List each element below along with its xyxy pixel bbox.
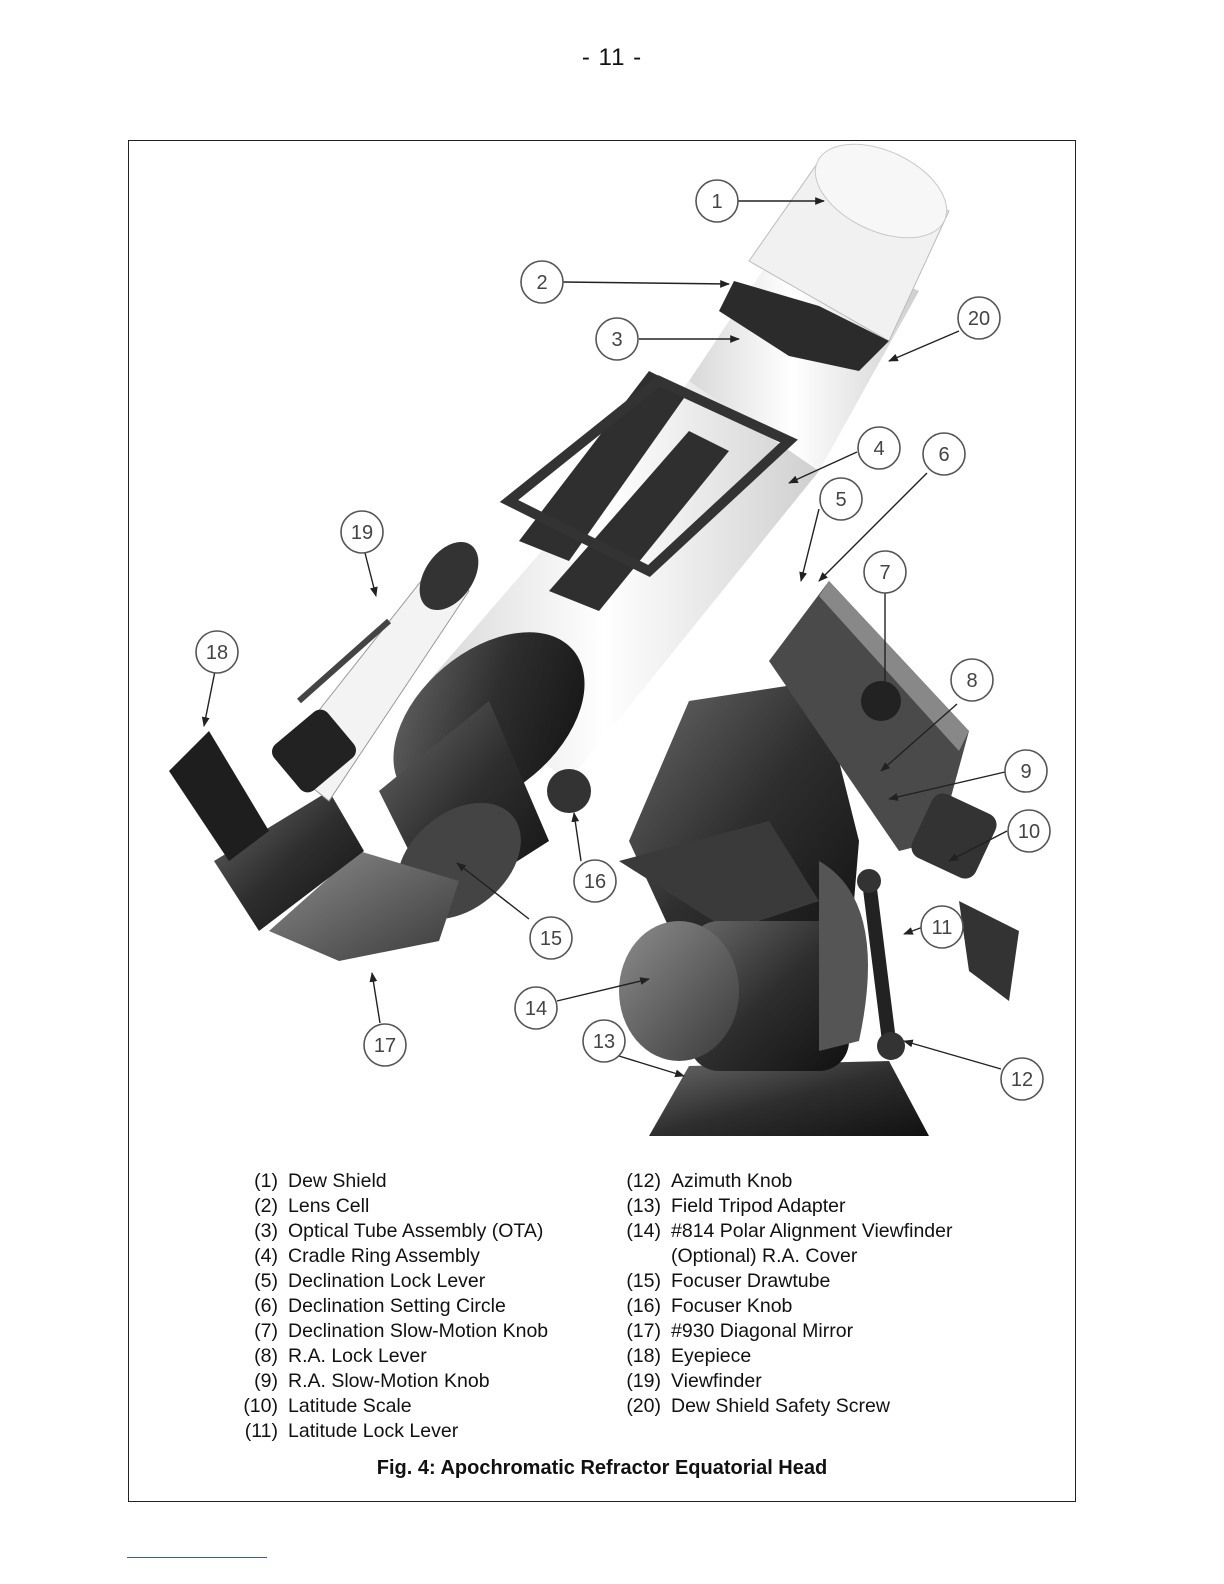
legend-item	[617, 1169, 1057, 1194]
legend-label: Cradle Ring Assembly	[288, 1245, 480, 1267]
legend-item	[234, 1269, 604, 1294]
legend-item	[617, 1319, 1057, 1344]
callout-11: 11	[931, 917, 953, 939]
legend-label: Lens Cell	[288, 1195, 370, 1217]
legend-label: #930 Diagonal Mirror	[671, 1320, 854, 1342]
legend-number	[617, 1244, 661, 1269]
legend-number: (10)	[243, 1395, 278, 1417]
legend-label: Declination Lock Lever	[288, 1270, 486, 1292]
callout-20: 20	[967, 308, 991, 330]
legend-item	[617, 1194, 1057, 1219]
legend-number: (3)	[254, 1220, 278, 1242]
callout-5: 5	[835, 489, 847, 511]
legend-item	[234, 1194, 604, 1219]
legend-label: Latitude Lock Lever	[288, 1420, 459, 1442]
legend-item	[234, 1294, 604, 1319]
legend-number: (4)	[254, 1245, 278, 1267]
legend-label: Dew Shield Safety Screw	[671, 1395, 890, 1417]
legend-number: (13)	[626, 1195, 661, 1217]
callout-18: 18	[205, 642, 229, 664]
legend-number: (7)	[254, 1320, 278, 1342]
legend-number: (18)	[626, 1345, 661, 1367]
callout-6: 6	[938, 444, 950, 466]
legend-number: (12)	[626, 1170, 661, 1192]
callout-4: 4	[873, 438, 885, 460]
callout-3: 3	[611, 329, 623, 351]
legend-item	[234, 1244, 604, 1269]
legend-number: (6)	[254, 1295, 278, 1317]
legend-label: Optical Tube Assembly (OTA)	[288, 1220, 544, 1242]
legend-label: Viewfinder	[671, 1370, 762, 1392]
legend-number: (2)	[254, 1195, 278, 1217]
legend-number: (1)	[254, 1170, 278, 1192]
legend-label: Declination Setting Circle	[288, 1295, 506, 1317]
legend-item	[617, 1344, 1057, 1369]
callout-8: 8	[966, 670, 978, 692]
legend-label: Declination Slow-Motion Knob	[288, 1320, 549, 1342]
legend-number: (9)	[254, 1370, 278, 1392]
callout-16: 16	[583, 871, 607, 893]
callout-7: 7	[879, 562, 891, 584]
callout-9: 9	[1020, 761, 1032, 783]
legend-right-column	[617, 1169, 1057, 1419]
legend-label: R.A. Slow-Motion Knob	[288, 1370, 490, 1392]
legend-number: (11)	[244, 1420, 278, 1442]
legend-label: Field Tripod Adapter	[671, 1195, 846, 1217]
callout-2: 2	[536, 272, 548, 294]
page-number: - 11 -	[581, 44, 643, 71]
callout-13: 13	[592, 1031, 616, 1053]
legend-item	[234, 1394, 604, 1419]
legend-item	[234, 1319, 604, 1344]
legend-label: (Optional) R.A. Cover	[671, 1245, 858, 1267]
legend-number: (16)	[626, 1295, 661, 1317]
legend-item	[617, 1219, 1057, 1244]
legend-item	[617, 1269, 1057, 1294]
legend-item	[234, 1344, 604, 1369]
legend-label: Eyepiece	[671, 1345, 752, 1367]
legend-item	[617, 1369, 1057, 1394]
telescope-illustration	[129, 141, 1075, 1151]
legend-item	[234, 1369, 604, 1394]
callout-19: 19	[350, 522, 374, 544]
legend-item	[234, 1169, 604, 1194]
legend-number: (17)	[626, 1320, 661, 1342]
legend-label: Azimuth Knob	[671, 1170, 793, 1192]
legend-number: (14)	[626, 1220, 661, 1242]
legend-label: Focuser Drawtube	[671, 1270, 831, 1292]
callout-15: 15	[539, 928, 563, 950]
legend-label: Focuser Knob	[671, 1295, 793, 1317]
callout-12: 12	[1010, 1069, 1034, 1091]
legend-label: #814 Polar Alignment Viewfinder	[671, 1220, 953, 1242]
legend-item	[617, 1294, 1057, 1319]
figure-frame	[128, 140, 1076, 1502]
legend-left-column	[234, 1169, 604, 1444]
legend-item	[234, 1419, 604, 1444]
legend-number: (15)	[626, 1270, 661, 1292]
callout-10: 10	[1017, 821, 1041, 843]
legend-label: Dew Shield	[288, 1170, 387, 1192]
legend-number: (8)	[254, 1345, 278, 1367]
legend-label: R.A. Lock Lever	[288, 1345, 427, 1367]
footnote-divider	[127, 1557, 267, 1558]
legend-item	[234, 1219, 604, 1244]
callout-1: 1	[711, 191, 723, 213]
figure-caption: Fig. 4: Apochromatic Refractor Equatorial Head	[376, 1457, 828, 1479]
callout-17: 17	[373, 1035, 397, 1057]
legend-label: Latitude Scale	[288, 1395, 412, 1417]
callout-14: 14	[524, 998, 548, 1020]
legend-number: (20)	[626, 1395, 661, 1417]
legend-item	[617, 1394, 1057, 1419]
legend-number: (19)	[626, 1370, 661, 1392]
legend-item	[617, 1244, 1057, 1269]
legend-number: (5)	[254, 1270, 278, 1292]
